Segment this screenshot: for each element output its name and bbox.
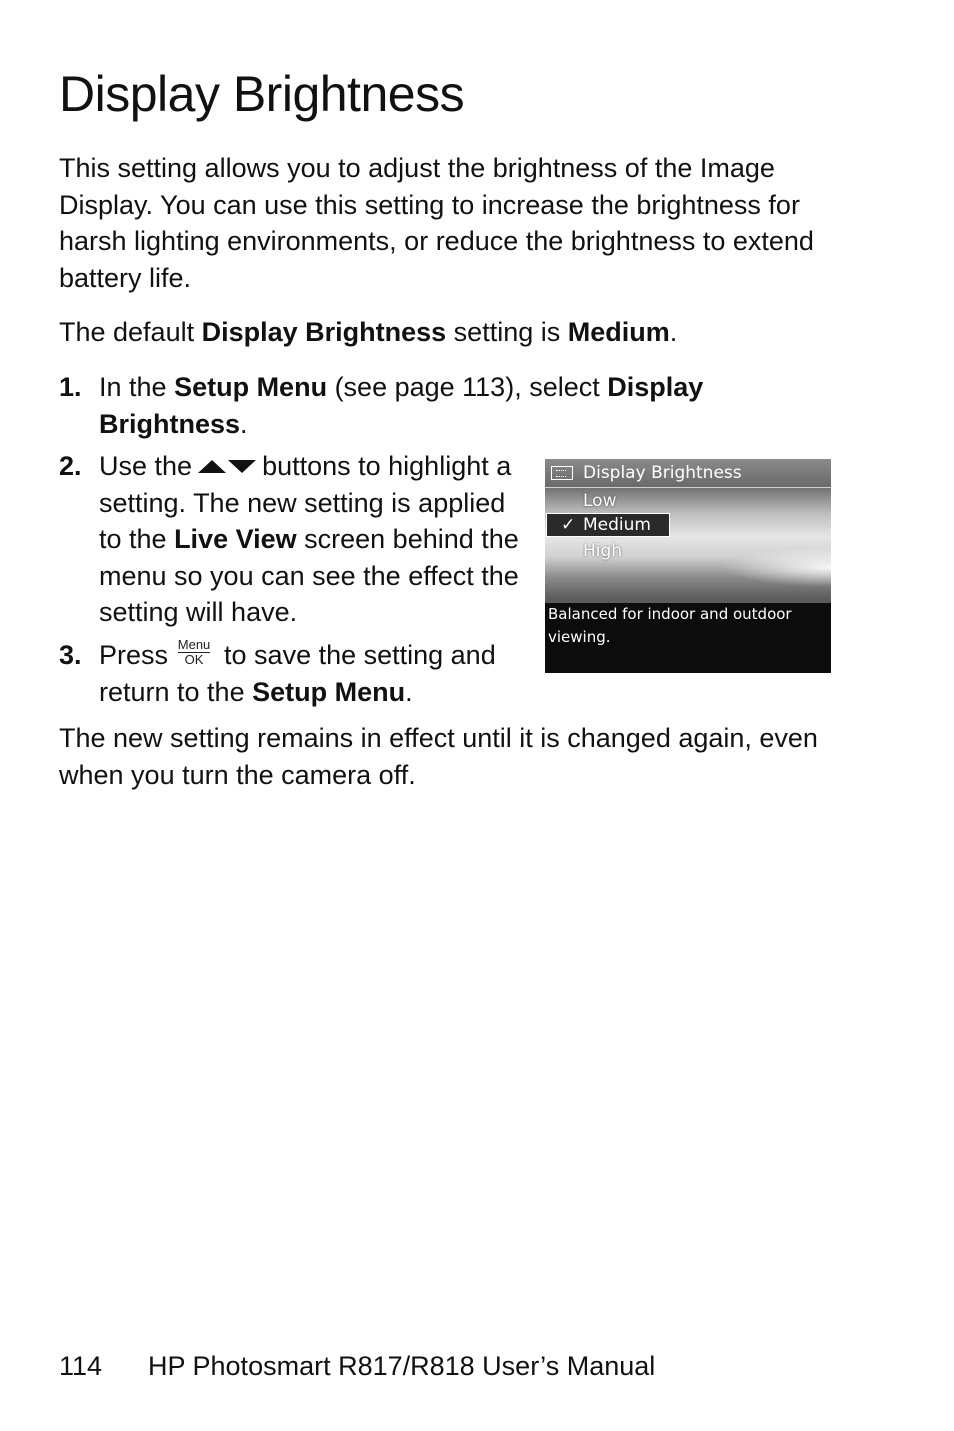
step-text <box>99 448 529 631</box>
camera-description-bar <box>545 603 831 673</box>
menu-ok-top-label: Menu <box>177 637 211 652</box>
camera-option-low: Low <box>583 491 617 511</box>
camera-screen-image <box>545 459 831 673</box>
camera-option-medium <box>546 513 670 537</box>
step-text-part: buttons to highlight a setting. The new setting is applied to the <box>99 451 512 554</box>
step-text-part: . <box>405 676 413 707</box>
default-setting-paragraph <box>59 314 839 351</box>
step-number: 3. <box>59 640 82 670</box>
closing-paragraph: The new setting remains in effect until it is changed again, even when you turn the camera off. <box>59 723 818 790</box>
display-icon <box>551 466 573 480</box>
step-text-part: . <box>240 408 248 439</box>
camera-description-text: Balanced for indoor and outdoor viewing. <box>548 605 792 646</box>
menu-ok-button-icon <box>172 637 216 667</box>
page-number: 114 <box>59 1351 103 1381</box>
default-pre: The default <box>59 317 202 347</box>
default-mid: setting is <box>446 317 568 347</box>
camera-menu-header <box>545 459 831 488</box>
camera-option-label: Medium <box>583 515 651 535</box>
default-setting-name: Display Brightness <box>201 317 447 347</box>
intro-paragraph: This setting allows you to adjust the brightness of the Image Display. You can use this setting to increase the brightness for harsh lighting environments, or reduce the brightness to extend battery life. <box>59 153 814 293</box>
manual-title: HP Photosmart R817/R818 User’s Manual <box>148 1351 656 1381</box>
step-text-part: (see page 113), select <box>327 372 608 402</box>
checkmark-icon: ✓ <box>561 515 576 535</box>
step-text-part: screen behind the menu so you can see the effect the setting will have. <box>99 524 519 627</box>
page-title: Display Brightness <box>59 66 465 122</box>
default-setting-value: Medium <box>567 317 670 347</box>
live-view-label: Live View <box>174 524 297 554</box>
display-brightness-label: Display Brightness <box>99 372 704 439</box>
menu-ok-bottom-label: OK <box>184 652 204 667</box>
step-number: 1. <box>59 372 82 402</box>
step-text <box>99 637 529 710</box>
step-text-part: Use the <box>99 451 193 481</box>
camera-menu-title: Display Brightness <box>583 463 742 483</box>
step-text-part: Press <box>99 640 169 670</box>
step-text-part: to save the setting and return to the <box>99 640 496 707</box>
setup-menu-label: Setup Menu <box>252 676 406 707</box>
step-text-part: In the <box>99 372 175 402</box>
setup-menu-label: Setup Menu <box>174 372 328 402</box>
step-text <box>99 369 799 442</box>
camera-option-high: High <box>583 541 623 561</box>
default-end: . <box>669 317 678 347</box>
up-down-arrows-icon <box>196 456 258 476</box>
step-number: 2. <box>59 451 82 481</box>
